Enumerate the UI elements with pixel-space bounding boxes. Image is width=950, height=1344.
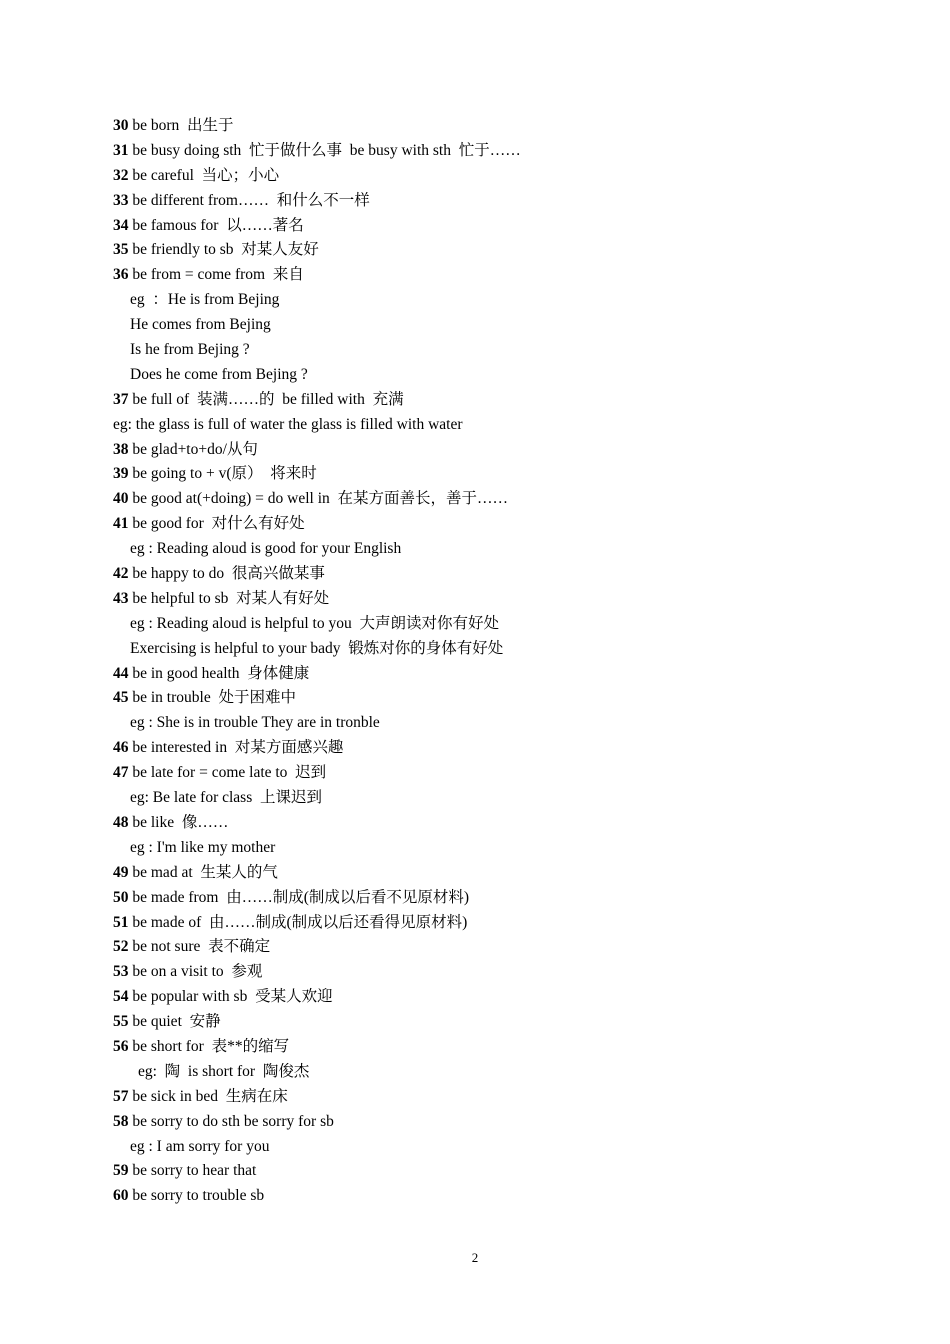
phrase-entry <box>113 114 893 139</box>
entry-number: 38 <box>113 440 129 458</box>
entry-text: be sorry to trouble sb <box>128 1187 265 1205</box>
entry-text: be sick in bed 生病在床 <box>128 1087 288 1105</box>
entry-number: 39 <box>113 465 129 483</box>
phrase-entry <box>113 985 893 1010</box>
entry-text: be on a visit to 参观 <box>128 963 263 981</box>
phrase-entry <box>113 189 893 214</box>
page-number: 2 <box>471 1250 479 1265</box>
entry-text: be helpful to sb 对某人有好处 <box>128 589 330 607</box>
phrase-entry <box>113 263 893 288</box>
entry-text: be busy doing sth 忙于做什么事 be busy with sth 忙于…… <box>128 141 521 159</box>
example-line <box>113 1135 893 1160</box>
entry-text: be full of 装满……的 be filled with 充满 <box>128 390 404 408</box>
entry-number: 57 <box>113 1087 129 1105</box>
example-line <box>113 413 893 438</box>
phrase-entry <box>113 462 893 487</box>
example-text: eg: Be late for class 上课迟到 <box>130 789 322 807</box>
entry-number: 42 <box>113 565 129 583</box>
entry-number: 43 <box>113 589 129 607</box>
entry-text: be quiet 安静 <box>128 1013 221 1031</box>
entry-number: 47 <box>113 764 129 782</box>
entry-number: 44 <box>113 664 129 682</box>
phrase-entry <box>113 1184 893 1209</box>
entry-text: be good at(+doing) = do well in 在某方面善长，善于…… <box>128 490 509 508</box>
entry-text: be late for = come late to 迟到 <box>128 764 327 782</box>
entry-number: 54 <box>113 988 129 1006</box>
example-line <box>113 637 893 662</box>
phrase-entry <box>113 811 893 836</box>
phrase-entry <box>113 861 893 886</box>
example-line <box>113 612 893 637</box>
example-line <box>113 711 893 736</box>
entry-text: be going to + v(原） 将来时 <box>128 465 317 483</box>
entry-text: be popular with sb 受某人欢迎 <box>128 988 333 1006</box>
phrase-entry <box>113 487 893 512</box>
entry-text: be interested in 对某方面感兴趣 <box>128 739 344 757</box>
example-text: Exercising is helpful to your bady 锻炼对你的身体有好处 <box>130 639 504 657</box>
entry-text: be mad at 生某人的气 <box>128 863 278 881</box>
example-line <box>113 786 893 811</box>
entry-text: be like 像…… <box>128 813 229 831</box>
phrase-entry <box>113 886 893 911</box>
phrase-entry <box>113 662 893 687</box>
example-line <box>113 363 893 388</box>
phrase-entry <box>113 512 893 537</box>
entry-number: 53 <box>113 963 129 981</box>
example-line <box>113 288 893 313</box>
entry-text: be different from…… 和什么不一样 <box>128 191 370 209</box>
entry-text: be glad+to+do/从句 <box>128 440 258 458</box>
example-text: eg : I'm like my mother <box>130 838 276 856</box>
entry-text: be famous for 以……著名 <box>128 216 304 234</box>
entry-number: 46 <box>113 739 129 757</box>
entry-text: be made of 由……制成(制成以后还看得见原材料) <box>128 913 468 931</box>
entry-number: 51 <box>113 913 129 931</box>
entry-number: 58 <box>113 1112 129 1130</box>
entry-text: be in trouble 处于困难中 <box>128 689 296 707</box>
phrase-entry <box>113 438 893 463</box>
example-line <box>113 313 893 338</box>
phrase-entry <box>113 911 893 936</box>
example-text: eg: 陶 is short for 陶俊杰 <box>138 1062 310 1080</box>
entry-number: 45 <box>113 689 129 707</box>
phrase-entry <box>113 214 893 239</box>
example-text: He comes from Bejing <box>130 316 271 334</box>
entry-number: 40 <box>113 490 129 508</box>
example-line <box>113 836 893 861</box>
example-text: Is he from Bejing ? <box>130 341 250 359</box>
entry-number: 34 <box>113 216 129 234</box>
entry-text: be in good health 身体健康 <box>128 664 310 682</box>
example-text: eg ：He is from Bejing <box>130 291 280 309</box>
entry-text: be sorry to hear that <box>128 1162 257 1180</box>
entry-text: be good for 对什么有好处 <box>128 515 305 533</box>
entry-number: 32 <box>113 166 129 184</box>
phrase-entry <box>113 1035 893 1060</box>
example-text: eg : Reading aloud is helpful to you 大声朗读对你有好处 <box>130 614 499 632</box>
entry-text: be friendly to sb 对某人友好 <box>128 241 319 259</box>
entry-text: be careful 当心；小心 <box>128 166 280 184</box>
entry-text: be born 出生于 <box>128 117 234 134</box>
entry-number: 60 <box>113 1187 129 1205</box>
example-text: eg : She is in trouble They are in tronble <box>130 714 380 732</box>
phrase-entry <box>113 960 893 985</box>
entry-number: 31 <box>113 141 129 159</box>
entry-text: be from = come from 来自 <box>128 266 304 284</box>
phrase-entry <box>113 1085 893 1110</box>
entry-text: be sorry to do sth be sorry for sb <box>128 1112 334 1130</box>
phrase-entry <box>113 164 893 189</box>
phrase-list <box>113 114 893 1209</box>
entry-number: 49 <box>113 863 129 881</box>
phrase-entry <box>113 139 893 164</box>
phrase-entry <box>113 562 893 587</box>
entry-number: 48 <box>113 813 129 831</box>
phrase-entry <box>113 761 893 786</box>
phrase-entry <box>113 587 893 612</box>
phrase-entry <box>113 686 893 711</box>
example-line <box>113 1060 893 1085</box>
entry-number: 37 <box>113 390 129 408</box>
example-line <box>113 537 893 562</box>
entry-number: 36 <box>113 266 129 284</box>
phrase-entry <box>113 935 893 960</box>
example-text: eg: the glass is full of water the glass is filled with water <box>113 415 463 433</box>
phrase-entry <box>113 1110 893 1135</box>
entry-number: 52 <box>113 938 129 956</box>
entry-number: 35 <box>113 241 129 259</box>
entry-text: be happy to do 很高兴做某事 <box>128 565 325 583</box>
example-text: Does he come from Bejing ? <box>130 365 308 383</box>
example-text: eg : Reading aloud is good for your English <box>130 540 402 558</box>
phrase-entry <box>113 238 893 263</box>
entry-number: 55 <box>113 1013 129 1031</box>
entry-number: 56 <box>113 1037 129 1055</box>
entry-number: 50 <box>113 888 129 906</box>
entry-text: be not sure 表不确定 <box>128 938 271 956</box>
example-text: eg : I am sorry for you <box>130 1137 270 1155</box>
entry-number: 33 <box>113 191 129 209</box>
entry-number: 59 <box>113 1162 129 1180</box>
phrase-entry <box>113 1159 893 1184</box>
entry-number: 30 <box>113 117 129 134</box>
entry-text: be made from 由……制成(制成以后看不见原材料) <box>128 888 470 906</box>
phrase-entry <box>113 388 893 413</box>
example-line <box>113 338 893 363</box>
phrase-entry <box>113 1010 893 1035</box>
entry-number: 41 <box>113 515 129 533</box>
phrase-entry <box>113 736 893 761</box>
entry-text: be short for 表**的缩写 <box>128 1037 290 1055</box>
